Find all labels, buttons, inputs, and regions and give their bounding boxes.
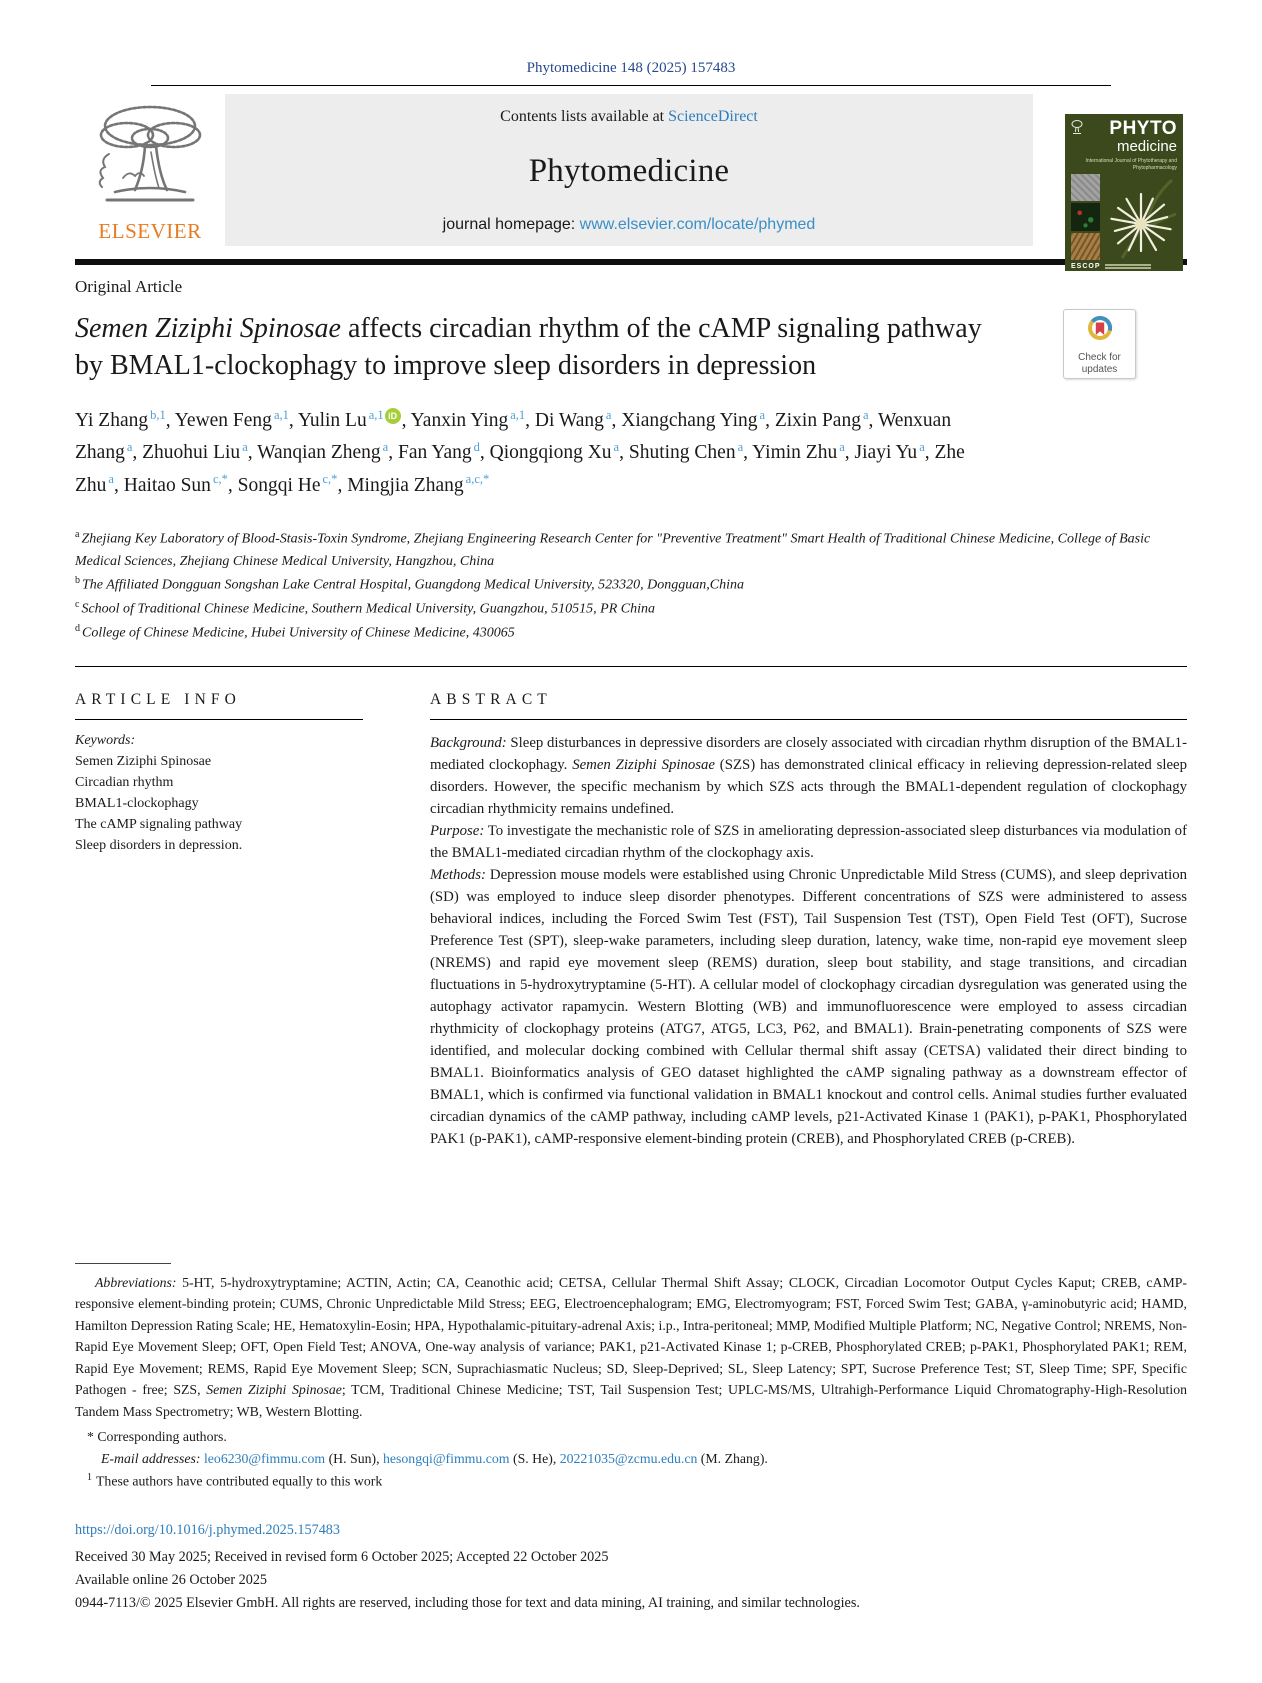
keyword: The cAMP signaling pathway <box>75 817 243 833</box>
info-abstract-columns <box>75 683 1187 1150</box>
email-link-zhang[interactable]: 20221035@zcmu.edu.cn <box>559 1451 698 1467</box>
author: Yewen Feng $^{a,1}$, <box>174 407 298 432</box>
journal-cover-thumbnail[interactable] <box>1065 114 1183 271</box>
masthead-gray-box <box>225 94 1033 246</box>
received-dates: Received 30 May 2025; Received in revised form 6 October 2025; Accepted 22 October 2025 <box>75 1548 609 1565</box>
masthead <box>75 94 1187 246</box>
page-content <box>75 0 1187 1616</box>
author: Shuting Chen $^a$, <box>628 439 753 464</box>
cover-top-row <box>1071 119 1177 154</box>
author: Qiongqiong Xu $^a$, <box>489 439 629 464</box>
author: Jiayi Yu $^a$, <box>854 439 935 464</box>
cover-thumb-microscopy <box>1071 174 1100 201</box>
homepage-link[interactable]: www.elsevier.com/locate/phymed <box>579 216 816 233</box>
author: Haitao Sun $^{c,*}$, <box>123 472 238 496</box>
contents-line <box>500 108 758 126</box>
cover-footer-text-bars <box>1105 263 1151 270</box>
email-link-he[interactable]: hesongqi@fimmu.com <box>383 1451 510 1467</box>
article-history-block <box>75 1519 1187 1616</box>
author: Mingjia Zhang $^{a,c,*}$ <box>347 472 490 496</box>
contents-prefix: Contents lists available at <box>500 108 669 125</box>
abbreviations-footnote: Abbreviations: 5-HT, 5-hydroxytryptamine; ACTIN, Actin; CA, Ceanothic acid; CETSA, Cellular Thermal Shift Assay; CLOCK, Circadian Locomotor Output Cycles Kaput; CREB, cAMP-responsive element-binding protein; CUMS, Chronic Unpredictable Mild Stress; EEG, Electroencephalogram; EMG, Electromyogram; FST, Forced Swim Test; GABA, γ-aminobutyric acid; HAMD, Hamilton Depression Rating Scale; HE, Hematoxylin-Eosin; HPA, Hypothalamic-pituitary-adrenal Axis; i.p., Intra-peritoneal; MMP, Modified Multiple Platform; NC, Negative Control; NREMS, Non-Rapid Eye Movement Sleep; OFT, Open Field Test; ANOVA, One-way analysis of variance; PAK1, p21-Activated Kinase 1; p-CREB, Phosphorylated CREB; p-PAK1, Phosphorylated PAK1; REM, Rapid Eye Movement; REMS, Rapid Eye Movement Sleep; SCN, Suprachiasmatic Nucleus; SD, Sleep-Deprived; SL, Sleep Latency; SPT, Sucrose Preference Test; ST, Sleep Time; SPF, Specific Pathogen - free; SZS, Semen Ziziphi Spinosae; TCM, Traditional Chinese Medicine; TST, Tail Suspension Test; UPLC-MS/MS, Ultrahigh-Performance Liquid Chromatography-High-Resolution Tandem Mass Spectrometry; WB, Western Blotting. <box>75 1274 1187 1419</box>
cover-thumbnails <box>1071 174 1100 260</box>
article-title-rest: affects circadian rhythm of the cAMP signaling pathway by BMAL1-clockophagy to improve sleep disorders in depression <box>75 313 982 381</box>
cover-flower-image <box>1102 174 1180 260</box>
abstract-heading: ABSTRACT <box>430 691 552 709</box>
cover-imagery <box>1071 174 1177 260</box>
masthead-top-rule <box>151 85 1111 86</box>
copyright-line: 0944-7113/© 2025 Elsevier GmbH. All rights are reserved, including those for text and data mining, AI training, and similar technologies. <box>75 1595 860 1612</box>
author: Yi Zhang $^{b,1}$, <box>75 407 175 432</box>
author: Songqi He $^{c,*}$, <box>237 472 348 496</box>
footnote-separator <box>75 1263 171 1264</box>
homepage-line <box>443 216 816 234</box>
author: Yimin Zhu $^a$, <box>752 439 855 464</box>
affiliation-list <box>75 527 1187 644</box>
article-info-heading: ARTICLE INFO <box>75 691 241 709</box>
elsevier-mini-tree-icon <box>1071 119 1083 135</box>
keyword: Sleep disorders in depression. <box>75 838 243 854</box>
journal-title: Phytomedicine <box>528 152 730 189</box>
orcid-icon[interactable]: iD <box>385 408 401 424</box>
check-for-updates-label: Check for updates <box>1078 352 1121 375</box>
author: Xiangchang Ying $^a$, <box>621 407 775 432</box>
article-info-column <box>75 683 363 1150</box>
author: Yulin Lu $^{a,1}$ iD , <box>297 407 411 432</box>
cover-subtitle: International Journal of Phytotherapy and Phytopharmacology <box>1085 158 1177 171</box>
elsevier-wordmark: ELSEVIER <box>98 219 202 243</box>
corresponding-authors-note: * Corresponding authors. <box>87 1429 227 1445</box>
abstract-rule <box>430 719 1187 720</box>
cover-thumb-fluorescence <box>1071 203 1100 230</box>
email-link-sun[interactable]: leo6230@fimmu.com <box>203 1451 326 1467</box>
equal-contribution-note: $^1$ These authors have contributed equally to this work <box>87 1472 383 1490</box>
abstract-column <box>430 683 1187 1150</box>
author: Wenxuan Zhang $^a$, <box>75 410 952 464</box>
author: Zixin Pang $^a$, <box>774 407 878 432</box>
escop-logo: ESCOP <box>1071 263 1101 270</box>
affiliation: $^b$ The Affiliated Dongguan Songshan Lake Central Hospital, Guangdong Medical University, 523320, Dongguan,China <box>75 575 744 593</box>
article-info-rule <box>75 719 363 720</box>
affiliation: $^a$ Zhejiang Key Laboratory of Blood-Stasis-Toxin Syndrome, Zhejiang Engineering Research Center for "Preventive Treatment" Smart Health of Traditional Chinese Medicine, College of Basic Medical Sciences, Zhejiang Chinese Medical University, Hangzhou, China <box>75 529 1151 569</box>
elsevier-tree-icon <box>89 100 211 217</box>
author: Fan Yang $^d$, <box>397 439 490 464</box>
check-for-updates-icon <box>1083 333 1117 350</box>
author: Yanxin Ying $^{a,1}$, <box>410 407 535 432</box>
journal-citation[interactable]: Phytomedicine 148 (2025) 157483 <box>526 60 736 76</box>
cover-thumb-histology <box>1071 233 1100 260</box>
masthead-thick-rule <box>75 259 1187 265</box>
keyword: Semen Ziziphi Spinosae <box>75 754 212 770</box>
abstract-methods: Methods: Depression mouse models were established using Chronic Unpredictable Mild Stress (CUMS), and sleep deprivation (SD) was employed to induce sleep disorder phenotypes. Different concentrations of SZS were administered to assess behavioral indices, including the Forced Swim Test (FST), Tail Suspension Test (TST), Open Field Test (OFT), Sucrose Preference Test (SPT), sleep-wake parameters, including sleep duration, latency, wake time, non-rapid eye movement sleep (NREMS) and rapid eye movement sleep (REMS) duration, sleep bout stability, and stage transitions, and circadian fluctuations in 5-hydroxytryptamine (5-HT). A cellular model of clockophagy circadian dysregulation was generated using the autophagy activator rapamycin. Western Blotting (WB) and immunofluorescence were employed to assess circadian rhythmicity of clockophagy proteins (ATG7, ATG5, LC3, P62, and BMAL1). Brain-penetrating components of SZS were identified, and molecular docking combined with Cellular thermal shift assay (CETSA) validated their direct binding to BMAL1. Bioinformatics analysis of GEO dataset highlighted the cAMP signaling pathway as a downstream effector of BMAL1, which is confirmed via functional validation in BMAL1 knockout and control cells. Animal studies further evaluated circadian dynamics of the cAMP pathway, including cAMP levels, p21-Activated Kinase 1 (PAK1), p-PAK1, Phosphorylated PAK1 (p-PAK1), cAMP-responsive element-binding protein (CREB), and Phosphorylated CREB (p-CREB). <box>430 867 1187 1147</box>
elsevier-logo-block[interactable] <box>75 94 225 246</box>
author-list <box>75 405 995 501</box>
check-for-updates-badge[interactable] <box>1063 309 1136 379</box>
section-divider-rule <box>75 666 1187 667</box>
keyword: Circadian rhythm <box>75 775 174 791</box>
cover-title: PHYTO medicine <box>1109 118 1177 155</box>
affiliation: $^c$ School of Traditional Chinese Medicine, Southern Medical University, Guangzhou, 510515, PR China <box>75 598 656 617</box>
abstract-background: Background: Sleep disturbances in depressive disorders are closely associated with circadian rhythm disruption of the BMAL1-mediated clockophagy. Semen Ziziphi Spinosae (SZS) has demonstrated clinical efficacy in relieving depression-related sleep disorders. However, the specific mechanism by which SZS acts through the BMAL1-dependent regulation of clockophagy circadian rhythmicity remains undefined. <box>430 735 1187 818</box>
homepage-prefix: journal homepage: <box>442 216 580 233</box>
author: Wanqian Zheng $^a$, <box>257 439 398 464</box>
article-title-italic: Semen Ziziphi Spinosae <box>75 313 341 344</box>
author: Zhuohui Liu $^a$, <box>142 439 258 464</box>
keyword: BMAL1-clockophagy <box>75 796 199 812</box>
email-addresses-line: E-mail addresses: leo6230@fimmu.com (H. Sun), hesongqi@fimmu.com (S. He), 20221035@zcmu.edu.cn (M. Zhang). <box>101 1451 768 1467</box>
cover-footer <box>1071 263 1177 270</box>
author: Di Wang $^a$, <box>534 407 622 432</box>
affiliation: $^d$ College of Chinese Medicine, Hubei University of Chinese Medicine, 430065 <box>75 622 515 641</box>
doi-link[interactable]: https://doi.org/10.1016/j.phymed.2025.157483 <box>75 1522 340 1539</box>
author: Zhe Zhu $^a$, <box>75 442 965 496</box>
keywords-label: Keywords: <box>75 733 136 749</box>
article-type-label: Original Article <box>75 277 183 296</box>
sciencedirect-link[interactable]: ScienceDirect <box>668 108 758 125</box>
article-title <box>75 311 1015 385</box>
abstract-purpose: Purpose: To investigate the mechanistic role of SZS in ameliorating depression-associated sleep disturbances via modulation of the BMAL1-mediated circadian rhythm of the clockophagy axis. <box>430 823 1187 862</box>
available-online: Available online 26 October 2025 <box>75 1571 268 1588</box>
